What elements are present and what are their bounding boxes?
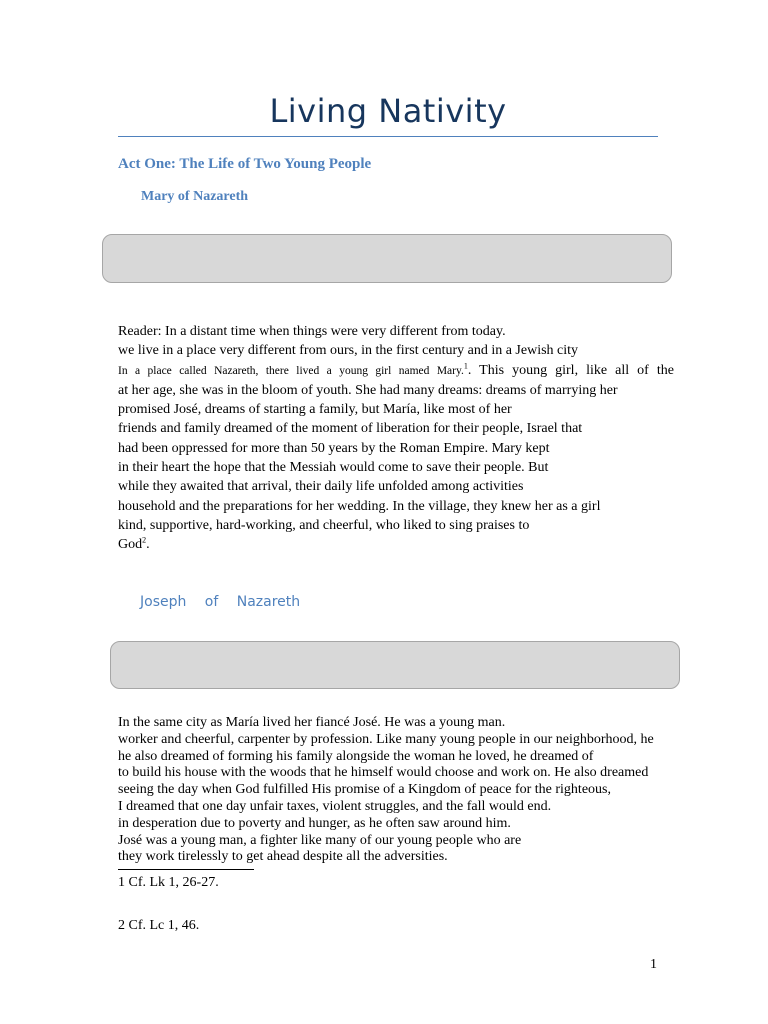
page-number: 1 bbox=[650, 957, 657, 972]
text-line: Reader: In a distant time when things were very different from today. bbox=[118, 324, 506, 339]
text-line: seeing the day when God fulfilled His promise of a Kingdom of peace for the righteous, bbox=[118, 782, 611, 798]
footnote-ref: 1 bbox=[463, 360, 468, 370]
text-line: had been oppressed for more than 50 years by the Roman Empire. Mary kept bbox=[118, 440, 550, 456]
joseph-heading: Joseph of Nazareth bbox=[140, 594, 301, 610]
text-line: to build his house with the woods that he himself would choose and work on. He also dreamed bbox=[118, 765, 649, 781]
mary-heading: Mary of Nazareth bbox=[141, 189, 249, 204]
footnote-1: 1 Cf. Lk 1, 26-27. bbox=[118, 875, 219, 890]
text-line: we live in a place very different from ours, in the first century and in a Jewish city bbox=[118, 343, 579, 359]
text-line: household and the preparations for her wedding. In the village, they knew her as a girl bbox=[118, 498, 601, 514]
footnote-ref: 2 bbox=[142, 535, 147, 545]
image-placeholder-banner bbox=[110, 641, 680, 689]
text-line: he also dreamed of forming his family alongside the woman he loved, he dreamed of bbox=[118, 748, 594, 764]
text-line: in their heart the hope that the Messiah would come to save their people. But bbox=[118, 460, 549, 476]
text-line: José was a young man, a fighter like many of our young people who are bbox=[118, 832, 522, 848]
footnote-separator bbox=[118, 869, 254, 870]
text-line: promised José, dreams of starting a family, but María, like most of her bbox=[118, 402, 512, 418]
joseph-paragraph bbox=[118, 715, 688, 866]
text-line: at her age, she was in the bloom of youth. She had many dreams: dreams of marrying her bbox=[118, 382, 618, 398]
title-underline bbox=[118, 136, 658, 137]
text-fragment: . This young girl, like all of the bbox=[467, 362, 674, 378]
text-line: In the same city as María lived her fiancé José. He was a young man. bbox=[118, 715, 506, 730]
text-fragment: In a place called Nazareth, there lived a young girl named Mary. bbox=[118, 364, 464, 377]
image-placeholder-banner bbox=[102, 234, 672, 283]
act-heading: Act One: The Life of Two Young People bbox=[118, 156, 372, 172]
text-line: kind, supportive, hard-working, and cheerful, who liked to sing praises to bbox=[118, 517, 530, 533]
text-line: I dreamed that one day unfair taxes, violent struggles, and the fall would end. bbox=[118, 798, 552, 814]
text-line: while they awaited that arrival, their daily life unfolded among activities bbox=[118, 479, 524, 495]
footnote-2: 2 Cf. Lc 1, 46. bbox=[118, 918, 200, 933]
page-title: Living Nativity bbox=[269, 92, 507, 130]
text-line: in desperation due to poverty and hunger, as he often saw around him. bbox=[118, 815, 511, 831]
text-line bbox=[118, 361, 674, 381]
text-fragment: . bbox=[146, 537, 150, 553]
text-line: friends and family dreamed of the moment of liberation for their people, Israel that bbox=[118, 421, 583, 437]
text-fragment: God bbox=[118, 537, 143, 553]
text-line: they work tirelessly to get ahead despite all the adversities. bbox=[118, 849, 448, 865]
text-line bbox=[118, 535, 674, 554]
text-line: worker and cheerful, carpenter by profession. Like many young people in our neighborhood, he bbox=[118, 731, 654, 747]
mary-paragraph bbox=[118, 322, 674, 555]
